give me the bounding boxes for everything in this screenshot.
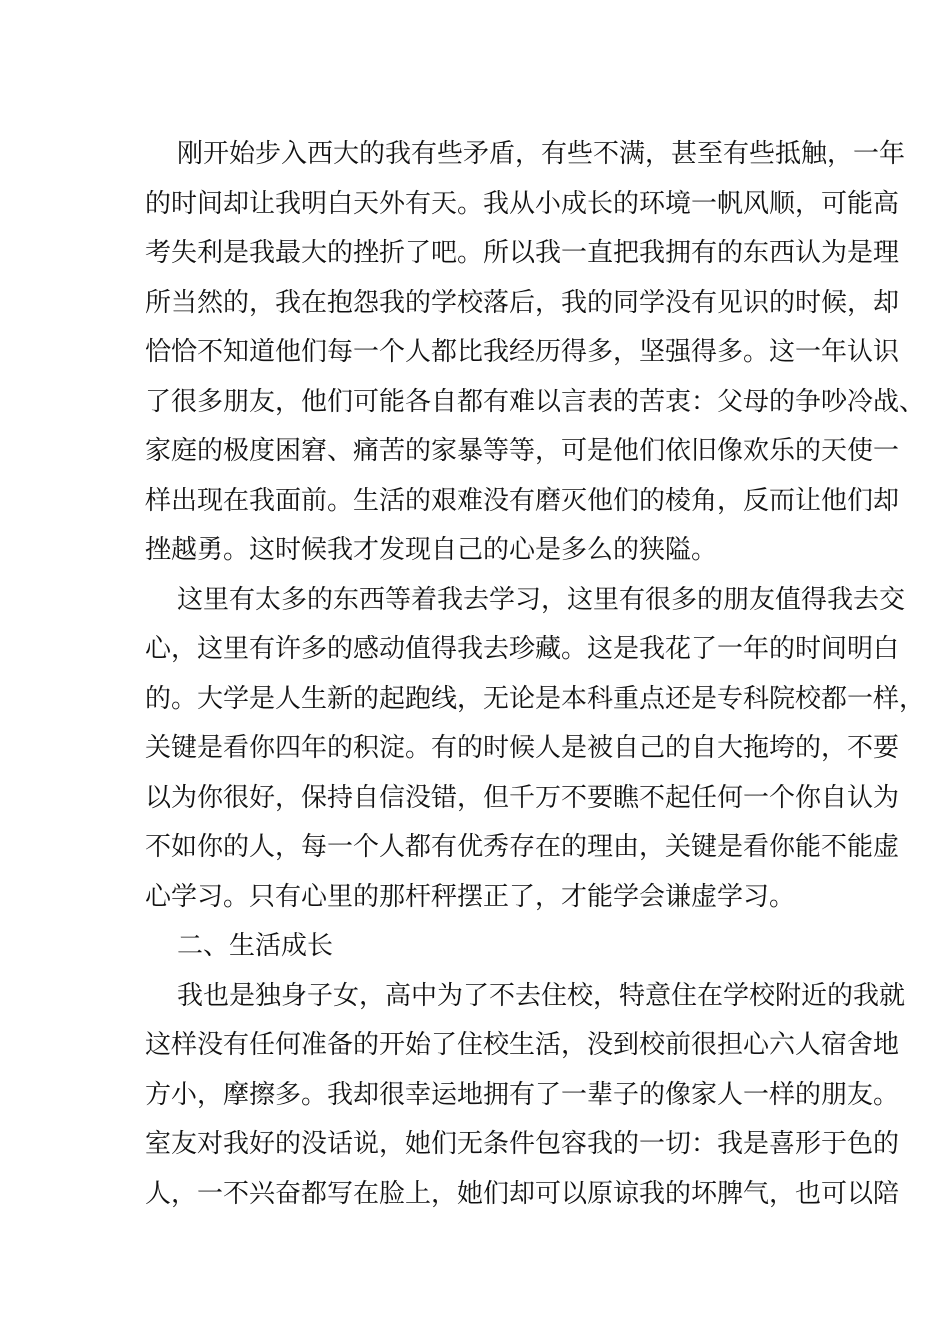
text-line: 不如你的人，每一个人都有优秀存在的理由，关键是看你能不能虚 <box>145 832 900 862</box>
text-line: 心学习。只有心里的那杆秤摆正了，才能学会谦虚学习。 <box>145 881 796 912</box>
text-line: 方小，摩擦多。我却很幸运地拥有了一辈子的像家人一样的朋友。 <box>145 1079 900 1110</box>
paragraph-3 <box>145 972 906 1220</box>
text-line: 关键是看你四年的积淀。有的时候人是被自己的自大拖垮的，不要 <box>145 733 900 763</box>
paragraph-2 <box>145 576 926 923</box>
paragraph-1 <box>145 130 926 576</box>
text-line: 了很多朋友，他们可能各自都有难以言表的苦衷：父母的争吵冷战、 <box>145 386 926 417</box>
text-line: 这里有太多的东西等着我去学习，这里有很多的朋友值得我去交 <box>177 584 906 615</box>
text-line: 室友对我好的没话说，她们无条件包容我的一切：我是喜形于色的 <box>145 1129 900 1159</box>
text-line: 样出现在我面前。生活的艰难没有磨灭他们的棱角，反而让他们却 <box>145 485 900 516</box>
section-heading <box>145 922 820 972</box>
text-line: 的时间却让我明白天外有天。我从小成长的环境一帆风顺，可能高 <box>145 188 900 219</box>
text-line: 刚开始步入西大的我有些矛盾，有些不满，甚至有些抵触，一年 <box>177 139 906 169</box>
text-line: 以为你很好，保持自信没错，但千万不要瞧不起任何一个你自认为 <box>145 782 900 813</box>
text-line: 的。大学是人生新的起跑线，无论是本科重点还是专科院校都一样， <box>145 683 926 714</box>
text-line: 挫越勇。这时候我才发现自己的心是多么的狭隘。 <box>145 535 718 565</box>
text-line: 家庭的极度困窘、痛苦的家暴等等，可是他们依旧像欢乐的天使一 <box>145 436 900 466</box>
text-line: 考失利是我最大的挫折了吧。所以我一直把我拥有的东西认为是理 <box>145 238 900 268</box>
document-body <box>145 130 926 1219</box>
text-line: 这样没有任何准备的开始了住校生活，没到校前很担心六人宿舍地 <box>145 1030 900 1060</box>
text-line: 我也是独身子女，高中为了不去住校，特意住在学校附近的我就 <box>177 980 906 1011</box>
text-line: 恰恰不知道他们每一个人都比我经历得多，坚强得多。这一年认识 <box>145 337 900 367</box>
section-heading-text: 二、生活成长 <box>177 931 334 961</box>
text-line: 所当然的，我在抱怨我的学校落后，我的同学没有见识的时候，却 <box>145 287 900 318</box>
text-line: 心，这里有许多的感动值得我去珍藏。这是我花了一年的时间明白 <box>145 634 900 664</box>
text-line: 人，一不兴奋都写在脸上，她们却可以原谅我的坏脾气，也可以陪 <box>145 1178 900 1209</box>
